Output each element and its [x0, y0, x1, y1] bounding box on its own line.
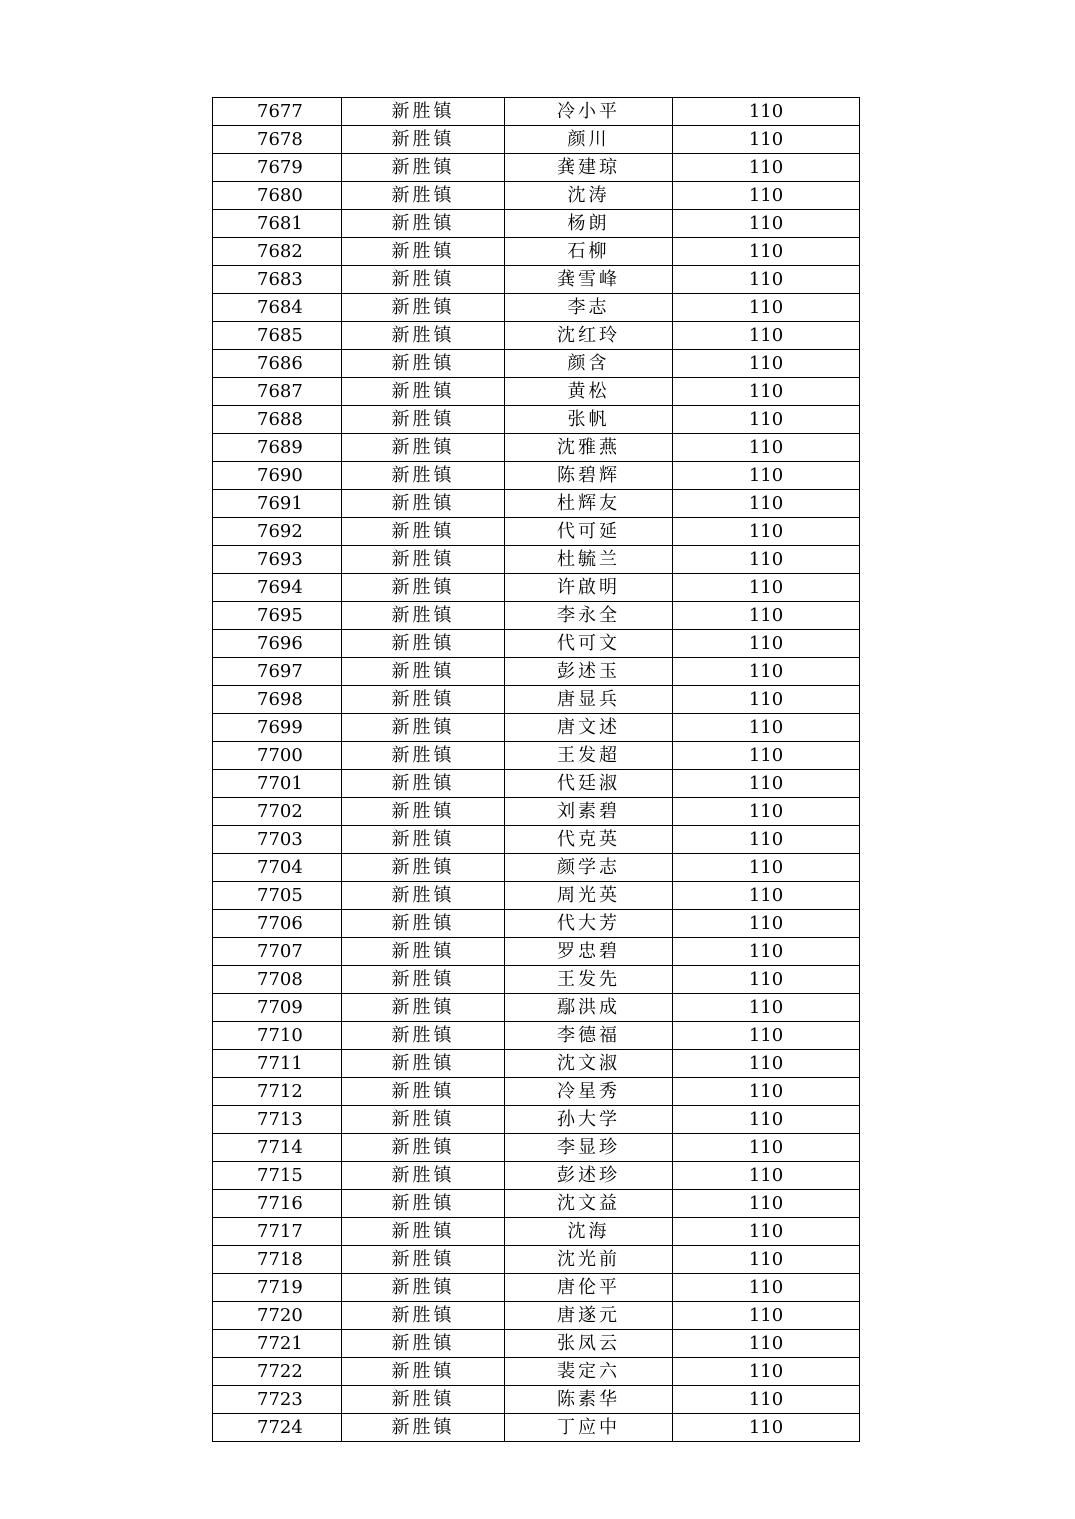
table-row	[213, 1274, 860, 1302]
cell-town: 新胜镇	[342, 1190, 505, 1218]
cell-value: 110	[673, 406, 860, 434]
cell-name: 李德福	[505, 1022, 673, 1050]
cell-name: 唐遂元	[505, 1302, 673, 1330]
table-row	[213, 462, 860, 490]
cell-number: 7714	[213, 1134, 342, 1162]
cell-name: 唐文述	[505, 714, 673, 742]
cell-value: 110	[673, 266, 860, 294]
cell-value: 110	[673, 350, 860, 378]
cell-name: 陈碧辉	[505, 462, 673, 490]
cell-town: 新胜镇	[342, 658, 505, 686]
table-row	[213, 1050, 860, 1078]
cell-town: 新胜镇	[342, 1274, 505, 1302]
cell-town: 新胜镇	[342, 434, 505, 462]
cell-town: 新胜镇	[342, 994, 505, 1022]
cell-name: 颜学志	[505, 854, 673, 882]
cell-town: 新胜镇	[342, 182, 505, 210]
cell-town: 新胜镇	[342, 714, 505, 742]
cell-name: 罗忠碧	[505, 938, 673, 966]
cell-town: 新胜镇	[342, 1050, 505, 1078]
cell-number: 7687	[213, 378, 342, 406]
cell-town: 新胜镇	[342, 378, 505, 406]
cell-value: 110	[673, 742, 860, 770]
table-row	[213, 1414, 860, 1442]
table-row	[213, 266, 860, 294]
table-row	[213, 406, 860, 434]
cell-number: 7699	[213, 714, 342, 742]
cell-value: 110	[673, 1022, 860, 1050]
cell-number: 7680	[213, 182, 342, 210]
cell-town: 新胜镇	[342, 1386, 505, 1414]
cell-value: 110	[673, 938, 860, 966]
cell-number: 7707	[213, 938, 342, 966]
cell-number: 7718	[213, 1246, 342, 1274]
cell-town: 新胜镇	[342, 462, 505, 490]
cell-town: 新胜镇	[342, 126, 505, 154]
cell-value: 110	[673, 1078, 860, 1106]
cell-value: 110	[673, 546, 860, 574]
cell-name: 龚建琼	[505, 154, 673, 182]
table-row	[213, 602, 860, 630]
cell-number: 7691	[213, 490, 342, 518]
cell-name: 鄢洪成	[505, 994, 673, 1022]
cell-name: 丁应中	[505, 1414, 673, 1442]
cell-number: 7717	[213, 1218, 342, 1246]
table-row	[213, 1218, 860, 1246]
cell-value: 110	[673, 770, 860, 798]
cell-number: 7724	[213, 1414, 342, 1442]
cell-value: 110	[673, 182, 860, 210]
cell-value: 110	[673, 238, 860, 266]
cell-name: 彭述珍	[505, 1162, 673, 1190]
cell-value: 110	[673, 1190, 860, 1218]
table-row	[213, 938, 860, 966]
table-row	[213, 798, 860, 826]
cell-number: 7712	[213, 1078, 342, 1106]
cell-name: 王发超	[505, 742, 673, 770]
table-row	[213, 686, 860, 714]
cell-value: 110	[673, 658, 860, 686]
cell-town: 新胜镇	[342, 1106, 505, 1134]
cell-number: 7703	[213, 826, 342, 854]
cell-number: 7685	[213, 322, 342, 350]
cell-name: 杨朗	[505, 210, 673, 238]
table-row	[213, 826, 860, 854]
cell-town: 新胜镇	[342, 686, 505, 714]
table-row	[213, 350, 860, 378]
cell-town: 新胜镇	[342, 238, 505, 266]
table-row	[213, 742, 860, 770]
cell-value: 110	[673, 910, 860, 938]
cell-value: 110	[673, 1414, 860, 1442]
cell-value: 110	[673, 1162, 860, 1190]
cell-value: 110	[673, 1246, 860, 1274]
table-row	[213, 546, 860, 574]
table-row	[213, 1162, 860, 1190]
cell-number: 7713	[213, 1106, 342, 1134]
cell-number: 7702	[213, 798, 342, 826]
cell-name: 杜毓兰	[505, 546, 673, 574]
cell-town: 新胜镇	[342, 826, 505, 854]
cell-name: 代克英	[505, 826, 673, 854]
cell-name: 李志	[505, 294, 673, 322]
cell-value: 110	[673, 994, 860, 1022]
table-row	[213, 1302, 860, 1330]
cell-number: 7715	[213, 1162, 342, 1190]
table-row	[213, 378, 860, 406]
cell-number: 7686	[213, 350, 342, 378]
cell-number: 7709	[213, 994, 342, 1022]
table-row	[213, 1134, 860, 1162]
cell-name: 代廷淑	[505, 770, 673, 798]
cell-value: 110	[673, 126, 860, 154]
table-row	[213, 574, 860, 602]
cell-name: 唐显兵	[505, 686, 673, 714]
cell-town: 新胜镇	[342, 770, 505, 798]
table-row	[213, 490, 860, 518]
cell-value: 110	[673, 490, 860, 518]
cell-value: 110	[673, 1358, 860, 1386]
cell-town: 新胜镇	[342, 154, 505, 182]
cell-number: 7693	[213, 546, 342, 574]
cell-town: 新胜镇	[342, 518, 505, 546]
table-row	[213, 1358, 860, 1386]
cell-value: 110	[673, 434, 860, 462]
cell-name: 沈雅燕	[505, 434, 673, 462]
cell-number: 7719	[213, 1274, 342, 1302]
cell-town: 新胜镇	[342, 574, 505, 602]
cell-town: 新胜镇	[342, 938, 505, 966]
cell-name: 代可文	[505, 630, 673, 658]
table-row	[213, 910, 860, 938]
cell-town: 新胜镇	[342, 1078, 505, 1106]
cell-name: 刘素碧	[505, 798, 673, 826]
table-row	[213, 210, 860, 238]
cell-number: 7689	[213, 434, 342, 462]
cell-number: 7706	[213, 910, 342, 938]
table-row	[213, 882, 860, 910]
cell-town: 新胜镇	[342, 266, 505, 294]
cell-town: 新胜镇	[342, 210, 505, 238]
cell-value: 110	[673, 210, 860, 238]
table-body	[213, 98, 860, 1442]
table-row	[213, 1386, 860, 1414]
cell-town: 新胜镇	[342, 406, 505, 434]
cell-town: 新胜镇	[342, 910, 505, 938]
cell-number: 7704	[213, 854, 342, 882]
cell-number: 7722	[213, 1358, 342, 1386]
cell-town: 新胜镇	[342, 854, 505, 882]
cell-name: 裴定六	[505, 1358, 673, 1386]
cell-town: 新胜镇	[342, 1358, 505, 1386]
cell-value: 110	[673, 1106, 860, 1134]
table-row	[213, 966, 860, 994]
cell-name: 沈海	[505, 1218, 673, 1246]
table-row	[213, 238, 860, 266]
cell-number: 7700	[213, 742, 342, 770]
cell-name: 沈红玲	[505, 322, 673, 350]
table-row	[213, 182, 860, 210]
data-table	[212, 97, 860, 1442]
cell-number: 7721	[213, 1330, 342, 1358]
cell-value: 110	[673, 686, 860, 714]
cell-value: 110	[673, 322, 860, 350]
table-row	[213, 434, 860, 462]
cell-name: 代可延	[505, 518, 673, 546]
cell-number: 7723	[213, 1386, 342, 1414]
cell-value: 110	[673, 826, 860, 854]
cell-name: 沈涛	[505, 182, 673, 210]
cell-town: 新胜镇	[342, 294, 505, 322]
cell-value: 110	[673, 1302, 860, 1330]
table-row	[213, 630, 860, 658]
cell-number: 7688	[213, 406, 342, 434]
cell-number: 7690	[213, 462, 342, 490]
cell-value: 110	[673, 1218, 860, 1246]
cell-name: 代大芳	[505, 910, 673, 938]
cell-name: 李永全	[505, 602, 673, 630]
cell-town: 新胜镇	[342, 742, 505, 770]
cell-number: 7698	[213, 686, 342, 714]
cell-town: 新胜镇	[342, 966, 505, 994]
cell-value: 110	[673, 378, 860, 406]
cell-value: 110	[673, 1050, 860, 1078]
cell-number: 7710	[213, 1022, 342, 1050]
cell-town: 新胜镇	[342, 1246, 505, 1274]
cell-name: 孙大学	[505, 1106, 673, 1134]
table-row	[213, 1106, 860, 1134]
cell-value: 110	[673, 154, 860, 182]
cell-name: 冷星秀	[505, 1078, 673, 1106]
cell-number: 7678	[213, 126, 342, 154]
table-row	[213, 294, 860, 322]
cell-number: 7708	[213, 966, 342, 994]
table-row	[213, 1022, 860, 1050]
cell-town: 新胜镇	[342, 1134, 505, 1162]
cell-name: 石柳	[505, 238, 673, 266]
cell-number: 7677	[213, 98, 342, 126]
cell-name: 颜川	[505, 126, 673, 154]
cell-value: 110	[673, 854, 860, 882]
cell-value: 110	[673, 1134, 860, 1162]
cell-town: 新胜镇	[342, 798, 505, 826]
cell-value: 110	[673, 714, 860, 742]
table-row	[213, 1246, 860, 1274]
cell-number: 7705	[213, 882, 342, 910]
cell-value: 110	[673, 602, 860, 630]
cell-town: 新胜镇	[342, 546, 505, 574]
cell-number: 7697	[213, 658, 342, 686]
cell-value: 110	[673, 882, 860, 910]
cell-town: 新胜镇	[342, 1218, 505, 1246]
cell-town: 新胜镇	[342, 1022, 505, 1050]
cell-number: 7720	[213, 1302, 342, 1330]
cell-number: 7692	[213, 518, 342, 546]
cell-number: 7681	[213, 210, 342, 238]
cell-town: 新胜镇	[342, 98, 505, 126]
table-row	[213, 98, 860, 126]
table-row	[213, 658, 860, 686]
table-row	[213, 1078, 860, 1106]
cell-name: 龚雪峰	[505, 266, 673, 294]
cell-value: 110	[673, 630, 860, 658]
cell-value: 110	[673, 798, 860, 826]
cell-name: 彭述玉	[505, 658, 673, 686]
cell-town: 新胜镇	[342, 882, 505, 910]
cell-town: 新胜镇	[342, 322, 505, 350]
cell-number: 7694	[213, 574, 342, 602]
table-row	[213, 714, 860, 742]
cell-value: 110	[673, 98, 860, 126]
cell-town: 新胜镇	[342, 1302, 505, 1330]
cell-town: 新胜镇	[342, 1414, 505, 1442]
cell-name: 颜含	[505, 350, 673, 378]
cell-town: 新胜镇	[342, 1162, 505, 1190]
cell-town: 新胜镇	[342, 630, 505, 658]
table-row	[213, 1190, 860, 1218]
cell-town: 新胜镇	[342, 490, 505, 518]
table-row	[213, 518, 860, 546]
cell-number: 7695	[213, 602, 342, 630]
cell-town: 新胜镇	[342, 602, 505, 630]
cell-value: 110	[673, 1386, 860, 1414]
cell-value: 110	[673, 1330, 860, 1358]
cell-town: 新胜镇	[342, 350, 505, 378]
cell-value: 110	[673, 1274, 860, 1302]
table-row	[213, 994, 860, 1022]
table-row	[213, 1330, 860, 1358]
cell-number: 7682	[213, 238, 342, 266]
cell-name: 沈光前	[505, 1246, 673, 1274]
cell-name: 唐伦平	[505, 1274, 673, 1302]
cell-name: 冷小平	[505, 98, 673, 126]
cell-name: 周光英	[505, 882, 673, 910]
cell-value: 110	[673, 294, 860, 322]
table-row	[213, 322, 860, 350]
cell-number: 7683	[213, 266, 342, 294]
cell-name: 杜辉友	[505, 490, 673, 518]
table-row	[213, 154, 860, 182]
cell-name: 黄松	[505, 378, 673, 406]
cell-number: 7684	[213, 294, 342, 322]
cell-number: 7679	[213, 154, 342, 182]
table-row	[213, 770, 860, 798]
cell-name: 王发先	[505, 966, 673, 994]
cell-name: 陈素华	[505, 1386, 673, 1414]
cell-value: 110	[673, 966, 860, 994]
cell-name: 张凤云	[505, 1330, 673, 1358]
table-row	[213, 126, 860, 154]
cell-town: 新胜镇	[342, 1330, 505, 1358]
table-row	[213, 854, 860, 882]
cell-number: 7711	[213, 1050, 342, 1078]
cell-value: 110	[673, 518, 860, 546]
cell-number: 7696	[213, 630, 342, 658]
cell-number: 7701	[213, 770, 342, 798]
cell-number: 7716	[213, 1190, 342, 1218]
cell-name: 张帆	[505, 406, 673, 434]
cell-value: 110	[673, 574, 860, 602]
cell-value: 110	[673, 462, 860, 490]
cell-name: 沈文淑	[505, 1050, 673, 1078]
cell-name: 许啟明	[505, 574, 673, 602]
cell-name: 李显珍	[505, 1134, 673, 1162]
cell-name: 沈文益	[505, 1190, 673, 1218]
